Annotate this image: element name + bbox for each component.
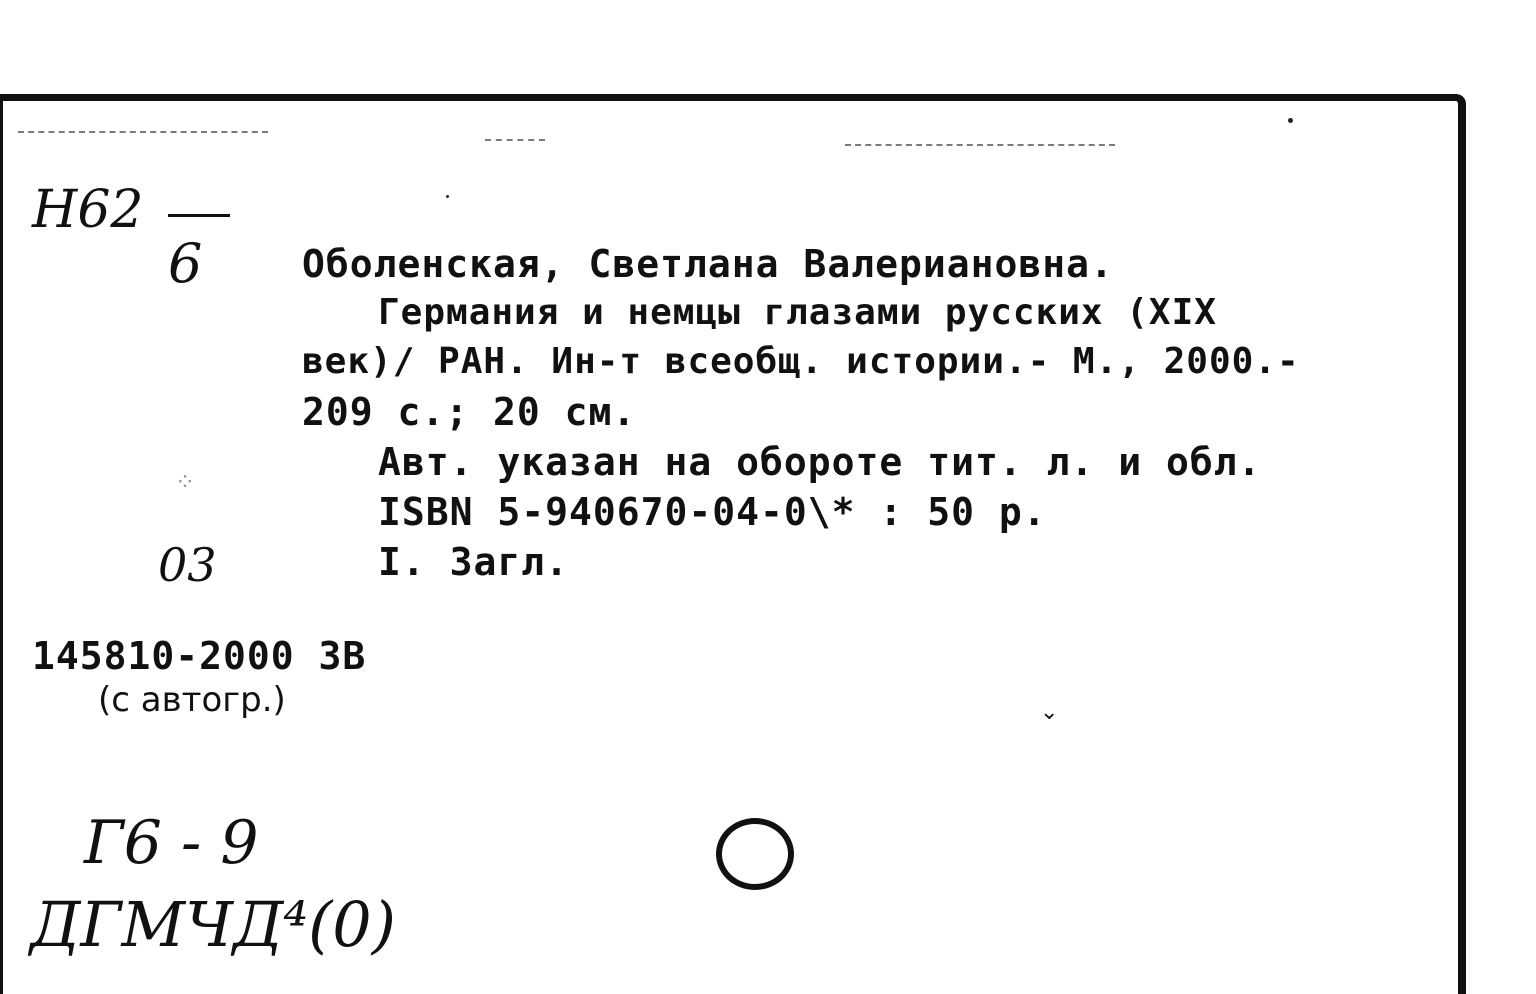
handwritten-code-1: Г6 - 9 [84, 808, 259, 878]
side-mark: 03 [158, 538, 217, 592]
dashed-mark-left [18, 131, 268, 133]
handwritten-code-2: ДГМЧД⁴(0) [30, 888, 396, 961]
author-heading: Оболенская, Светлана Валериановна. [302, 242, 1114, 286]
dashed-mark-right [845, 144, 1115, 146]
title-line-3: 209 с.; 20 см. [302, 390, 637, 434]
added-entry: I. Загл. [378, 540, 570, 584]
accession-number: 145810-2000 3В [32, 634, 367, 678]
call-number-bottom: 6 [168, 232, 203, 295]
call-number-top: Н62 [32, 180, 144, 240]
isbn-line: ISBN 5-940670-04-0\* : 50 р. [378, 490, 1047, 534]
tick-mark: ⌄ [1040, 700, 1059, 725]
dashed-mark-middle [485, 139, 545, 141]
speck [446, 195, 449, 198]
call-number-rule [168, 214, 230, 217]
author-note: Авт. указан на обороте тит. л. и обл. [378, 440, 1262, 484]
title-line-2: век)/ РАН. Ин-т всеобщ. истории.- М., 2000.- [302, 341, 1300, 382]
smudge-mark: ⁘ [175, 468, 196, 496]
punch-hole [716, 818, 794, 890]
title-line-1: Германия и немцы глазами русских (XIX [378, 292, 1217, 333]
speck [1288, 118, 1293, 123]
autograph-note: (с автогр.) [98, 680, 286, 720]
